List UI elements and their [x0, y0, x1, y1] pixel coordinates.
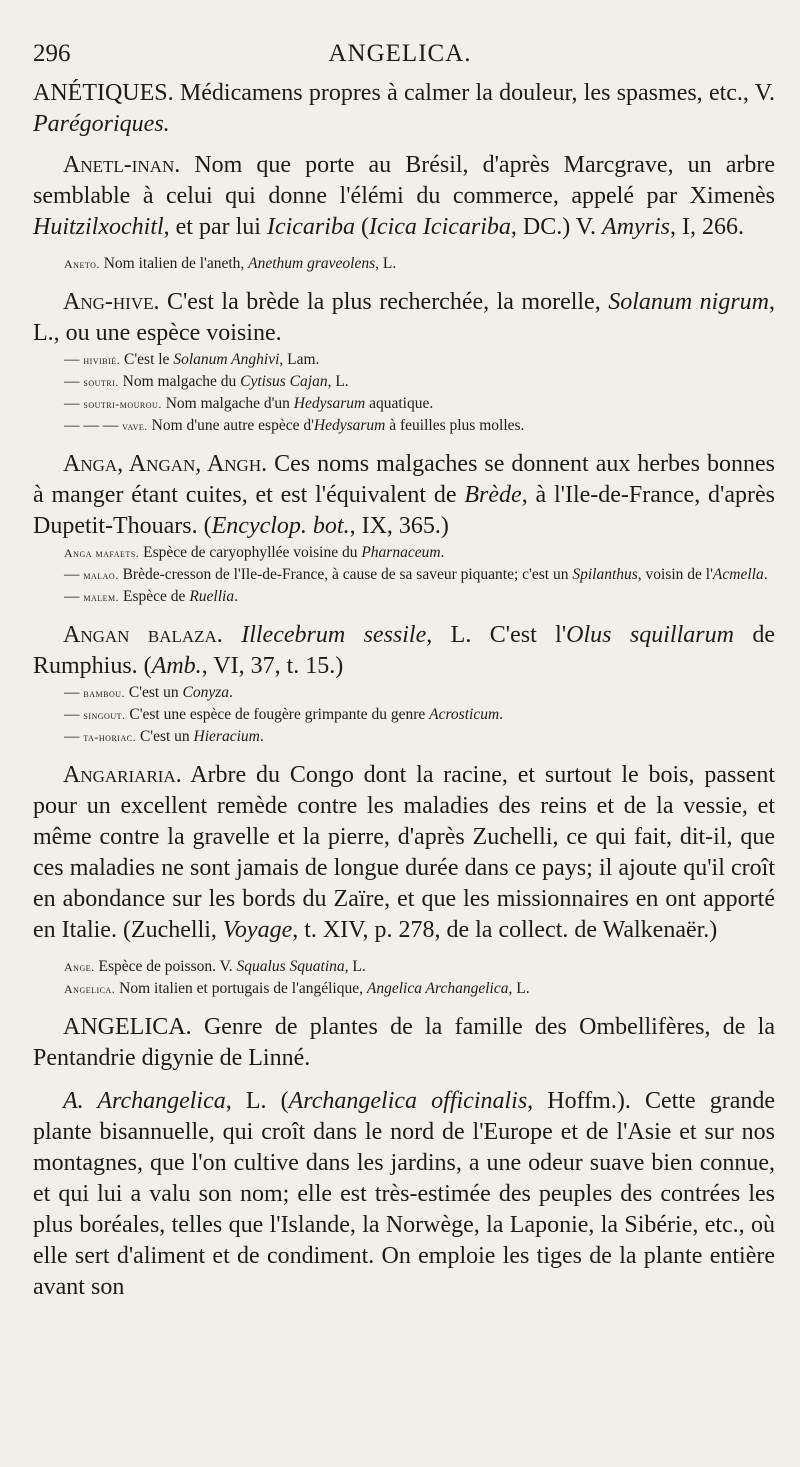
- entry-angelica-it: Angelica. Nom italien et portugais de l'angélique, Angelica Archangelica, L.: [64, 980, 530, 997]
- running-title: ANGELICA.: [328, 40, 472, 67]
- entry-headword: ANÉTIQUES.: [33, 80, 174, 106]
- page-header: [0, 40, 800, 80]
- entry-ange: Ange. Espèce de poisson. V. Squalus Squatina, L.: [64, 958, 366, 975]
- entry-headword: A. Archangelica: [63, 1088, 226, 1114]
- entry-headword: Ange.: [64, 960, 95, 974]
- sub-entry: — hivibié. C'est le Solanum Anghivi, Lam.: [64, 351, 320, 368]
- sub-entry: — ta-horiac. C'est un Hieracium.: [64, 728, 264, 745]
- entry-ang-hive: Ang-hive. C'est la brède la plus recherchée, la morelle, Solanum nigrum, L., ou une espèce voisine.: [33, 289, 775, 346]
- entry-headword: Aneto.: [64, 257, 100, 271]
- sub-entry: — malao. Brède-cresson de l'Ile-de-France, à cause de sa saveur piquante; c'est un Spilanthus, voisin de l'Acmella.: [64, 566, 768, 583]
- entry-cross-ref: Parégoriques.: [33, 111, 170, 137]
- sub-entry: — soutri. Nom malgache du Cytisus Cajan, L.: [64, 373, 349, 390]
- entry-anetl-inan: Anetl-inan. Nom que porte au Brésil, d'après Marcgrave, un arbre semblable à celui qui donne l'élémi du commerce, appelé par Ximenès Huitzilxochitl, et par lui Icicariba (Icica Icicariba, DC.) V. Amyris, I, 266.: [33, 152, 775, 240]
- entry-headword: Angan balaza.: [63, 622, 223, 648]
- sub-entry: — — — vave. Nom d'une autre espèce d'Hedysarum à feuilles plus molles.: [64, 417, 525, 434]
- entry-text: Médicamens propres à calmer la douleur, les spasmes, etc., V.: [173, 80, 775, 106]
- entry-headword: Ang-hive.: [63, 289, 160, 315]
- entry-anga: Anga, Angan, Angh. Ces noms malgaches se donnent aux herbes bonnes à manger étant cuites, et est l'équivalent de Brède, à l'Ile-de-France, d'après Dupetit-Thouars. (Encyclop. bot., IX, 365.): [33, 451, 775, 539]
- entry-angariaria: Angariaria. Arbre du Congo dont la racine, et surtout le bois, passent pour un excellent remède contre les maladies des reins et de la vessie, et même contre la gravelle et la pierre, d'après Zuchelli, ce qui fait, dit-il, que ces maladies ne sont jamais de longue durée dans ce pays; il ajoute qu'il croît en abondance sur les bords du Zaïre, et que les missionnaires en ont apporté en Italie. (Zuchelli, Voyage, t. XIV, p. 278, de la collect. de Walkenaër.): [33, 762, 775, 943]
- entry-headword: Angelica.: [64, 982, 116, 996]
- entry-aneto: Aneto. Nom italien de l'aneth, Anethum graveolens, L.: [64, 255, 397, 272]
- entry-archangelica: A. Archangelica, L. (Archangelica officinalis, Hoffm.). Cette grande plante bisannuelle, qui croît dans le nord de l'Europe et de l'Asie et sur nos montagnes, que l'on cultive dans les jardins, a une odeur suave bien connue, et qui lui a valu son nom; elle est très-estimée des peuples des contrées les plus boréales, telles que l'Islande, la Norwège, la Laponie, la Sibérie, etc., où elle sert d'aliment et de condiment. On emploie les tiges de la plante entière avant son: [33, 1088, 776, 1300]
- entry-headword: Anga, Angan, Angh.: [63, 451, 268, 477]
- entry-headword: Angariaria.: [63, 762, 182, 788]
- entry-headword: ANGELICA.: [63, 1014, 192, 1040]
- page-body: [33, 78, 775, 1303]
- sub-entry: — bambou. C'est un Conyza.: [64, 684, 233, 701]
- sub-entry: Anga mafaets. Espèce de caryophyllée voisine du Pharnaceum.: [64, 544, 445, 561]
- entry-angelica-genus: ANGELICA. Genre de plantes de la famille des Ombellifères, de la Pentandrie digynie de Linné.: [33, 1014, 775, 1071]
- sub-entry: — soutri-mourou. Nom malgache d'un Hedysarum aquatique.: [64, 395, 434, 412]
- entry-angan-balaza: Angan balaza. Illecebrum sessile, L. C'est l'Olus squillarum de Rumphius. (Amb., VI, 37, t. 15.): [33, 622, 775, 679]
- entry-headword: Anetl-inan.: [63, 152, 181, 178]
- sub-entry: — singout. C'est une espèce de fougère grimpante du genre Acrosticum.: [64, 706, 504, 723]
- entry-anetiques: [33, 78, 775, 140]
- page-number: 296: [33, 40, 71, 67]
- sub-entry: — malem. Espèce de Ruellia.: [64, 588, 238, 605]
